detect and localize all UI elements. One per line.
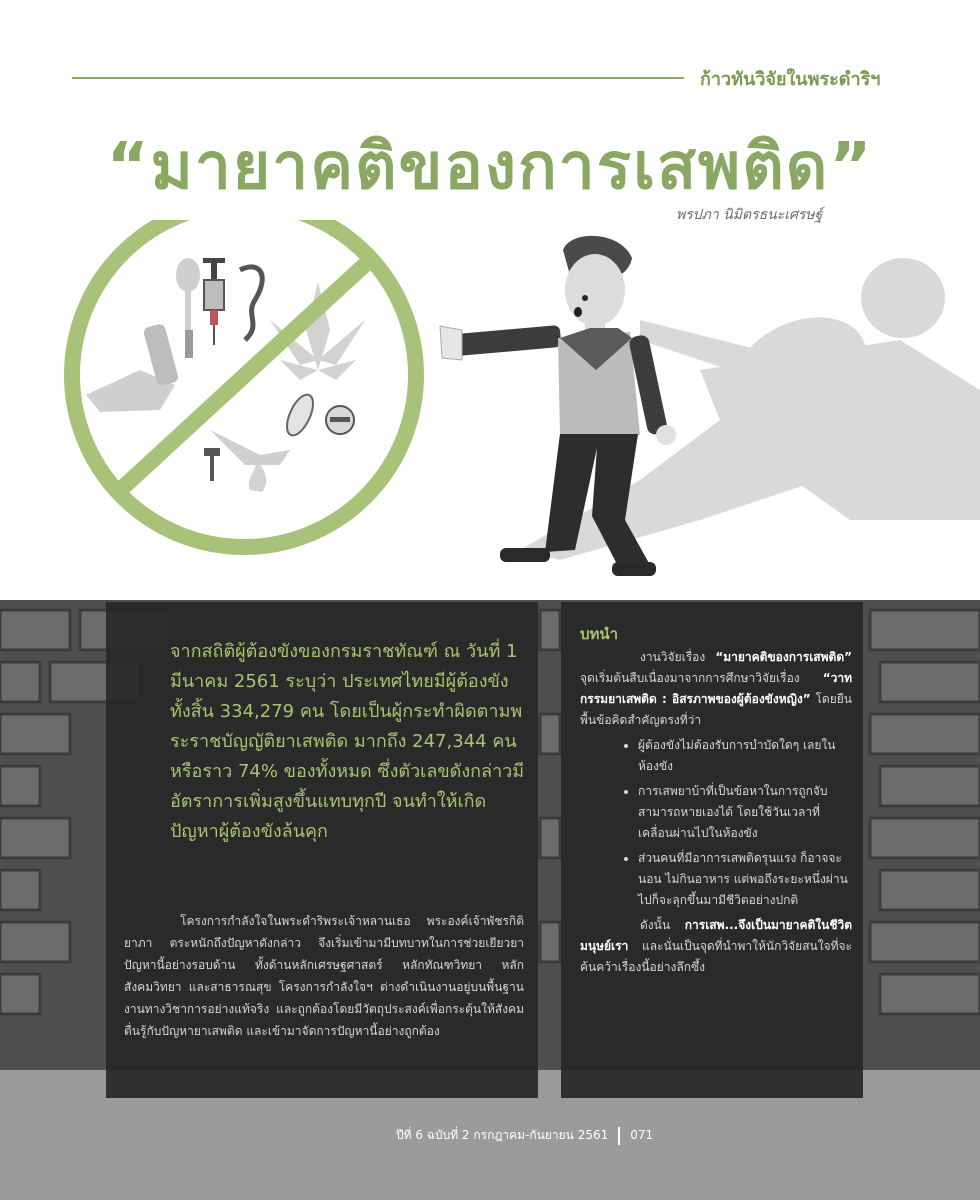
lead-text: จากสถิติผู้ต้องขังของกรมราชทัณฑ์ ณ วันที่ 1 มีนาคม 2561 ระบุว่า ประเทศไทยมีผู้ต้องขังทั้งสิ้น 334,279 คน โดยเป็นผู้กระทำผิดตามพระราชบัญญัติยาเสพติด มากถึง 247,344 คนหรือราว 74% ของทั้งหมด ซึ่งตัวเลขดังกล่าวมีอัตราการเพิ่มสูงขึ้นแทบทุกปี จนทำให้เกิดปัญหาผู้ต้องขังล้นคุก <box>170 641 525 842</box>
lead-paragraph <box>170 637 526 847</box>
intro-heading: บทนำ <box>580 625 619 643</box>
page-number: 071 <box>630 1128 654 1142</box>
article-author: พรปภา นิมิตรธนะเศรษฐ์ <box>676 207 823 223</box>
section-tag: ก้าวทันวิจัยในพระดำริฯ <box>700 69 881 90</box>
article-title: “มายาคติของการเสพติด” <box>106 130 874 204</box>
intro-bullet-list <box>580 735 852 911</box>
page-footer <box>396 1126 653 1145</box>
no-drugs-sign-icon <box>72 220 416 547</box>
intro-bullet: • การเสพยาบ้าที่เป็นข้อหาในการถูกจับ สามารถหายเองได้ โดยใช้วันเวลาที่เคลื่อนผ่านไปในห้องขัง <box>638 781 852 844</box>
closing-bold: การเสพ...จึงเป็นมายาคติในชีวิตมนุษย์เรา <box>580 918 852 953</box>
intro-closing <box>580 915 852 978</box>
intro-paragraph <box>580 647 852 731</box>
intro-bullet: • ผู้ต้องขังไม่ต้องรับการบำบัดใดๆ เลยในห้องขัง <box>638 735 852 777</box>
closing-text-a: ดังนั้น <box>640 918 685 932</box>
hero-illustration <box>0 220 980 600</box>
intro-text-b: จุดเริ่มต้นสืบเนื่องมาจากการศึกษาวิจัยเรื่อง <box>580 671 823 685</box>
issue-info: ปีที่ 6 ฉบับที่ 2 กรกฎาคม-กันยายน 2561 <box>396 1128 609 1142</box>
footer-divider <box>618 1127 620 1145</box>
body-text: โครงการกำลังใจในพระดำริพระเจ้าหลานเธอ พระองค์เจ้าพัชรกิติยาภา ตระหนักถึงปัญหาดังกล่าว จึงเริ่มเข้ามามีบทบาทในการช่วยเยียวยาปัญหานี้อย่างรอบด้าน ทั้งด้านหลักเศรษฐศาสตร์ หลักทัณฑวิทยา หลักสังคมวิทยา และสาธารณสุข โครงการกำลังใจฯ ต่างดำเนินงานอยู่บนพื้นฐานงานทางวิชาการอย่างแท้จริง และถูกต้องโดยมีวัตถุประสงค์เพื่อกระตุ้นให้สังคมตื่นรู้กับปัญหายาเสพติด และเข้ามาจัดการปัญหานี้อย่างถูกต้อง <box>124 914 524 1038</box>
closing-text-b: และนั่นเป็นจุดที่นำพาให้นักวิจัยสนใจที่จะค้นคว้าเรื่องนี้อย่างลึกซึ้ง <box>580 939 852 974</box>
pill-icon <box>282 391 354 439</box>
syringe-icon <box>203 258 225 345</box>
body-paragraph <box>124 910 524 1042</box>
intro-bold-title-1: “มายาคติของการเสพติด” <box>715 650 852 664</box>
intro-text-c: โดยยืนพื้นข้อคิดสำคัญตรงที่ว่า <box>580 692 852 727</box>
intro-bold-title-2: “วาทกรรมยาเสพติด : อิสรภาพของผู้ต้องขังหญิง” <box>580 671 852 706</box>
intro-bullet: • ส่วนคนที่มีอาการเสพติดรุนแรง ก็อาจจะนอน ไม่กินอาหาร แต่พอถึงระยะหนึ่งผ่านไปก็จะลุกขึ้นมามีชีวิตอย่างปกติ <box>638 848 852 911</box>
header-rule <box>72 77 684 79</box>
intro-text-a: งานวิจัยเรื่อง <box>640 650 716 664</box>
intro-column <box>580 624 852 978</box>
